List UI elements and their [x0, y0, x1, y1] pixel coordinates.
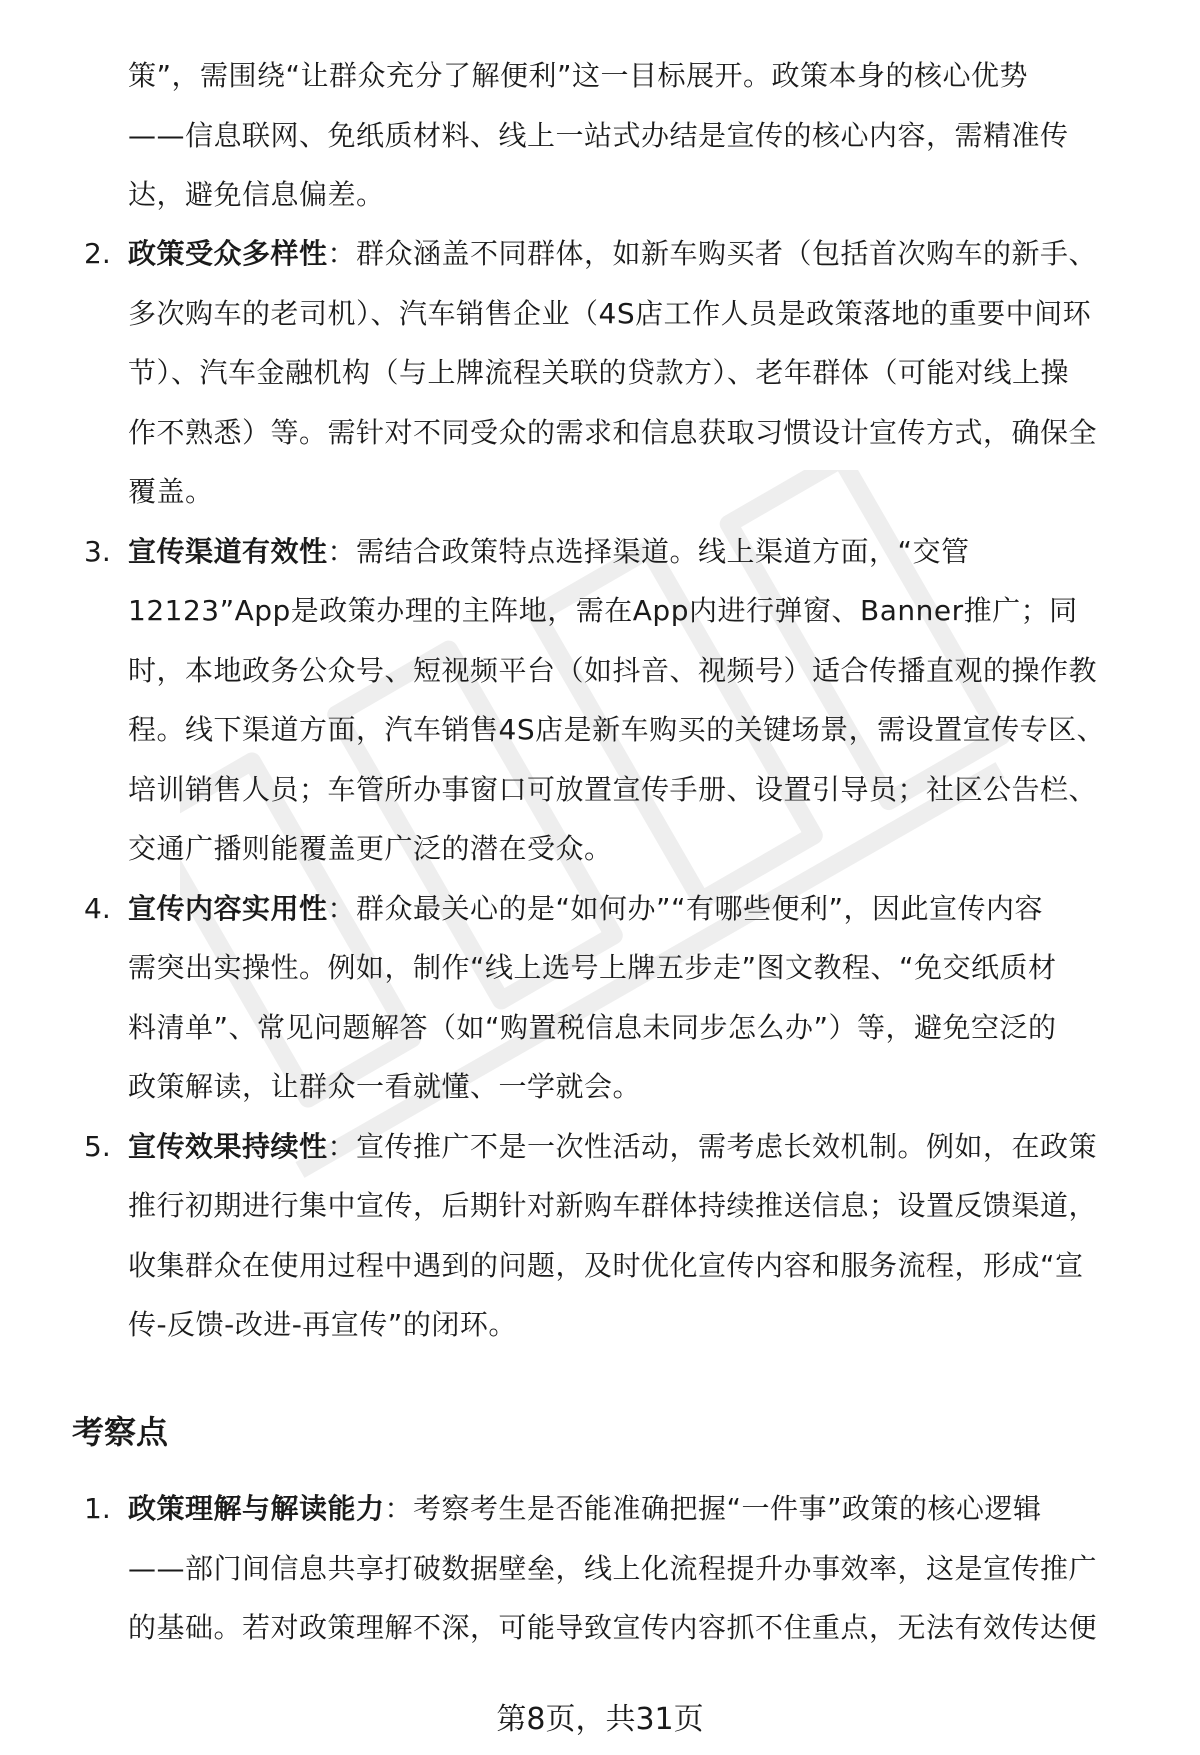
list-item-number: 1.	[84, 1492, 111, 1525]
list-item-title: 宣传内容实用性	[128, 891, 328, 925]
list-item-number: 2.	[84, 237, 111, 270]
list-item-line: 12123”App是政策办理的主阵地，需在App内进行弹窗、Banner推广；同	[128, 594, 1078, 627]
list-item-line: 节）、汽车金融机构（与上牌流程关联的贷款方）、老年群体（可能对线上操	[128, 356, 1070, 389]
intro-line: ——信息联网、免纸质材料、线上一站式办结是宣传的核心内容，需精准传	[128, 118, 1069, 152]
intro-line: 达，避免信息偏差。	[128, 178, 385, 211]
list-item-line: 政策理解与解读能力：考察考生是否能准确把握“一件事”政策的核心逻辑	[128, 1492, 1042, 1525]
list-item-line: 培训销售人员；车管所办事窗口可放置宣传手册、设置引导员；社区公告栏、	[128, 772, 1098, 806]
intro-line: 策”，需围绕“让群众充分了解便利”这一目标展开。政策本身的核心优势	[128, 59, 1029, 92]
list-item-line: ——部门间信息共享打破数据壁垒，线上化流程提升办事效率，这是宣传推广	[128, 1551, 1098, 1585]
list-item-number: 5.	[84, 1129, 111, 1163]
section-heading: 考察点	[72, 1413, 169, 1451]
page-footer: 第8页，共31页	[496, 1702, 704, 1737]
list-item-line: 政策解读，让群众一看就懂、一学就会。	[128, 1070, 642, 1103]
list-item-line: 覆盖。	[128, 475, 214, 508]
list-item-line: 宣传效果持续性：宣传推广不是一次性活动，需考虑长效机制。例如，在政策	[128, 1129, 1098, 1163]
list-item-line: 收集群众在使用过程中遇到的问题，及时优化宣传内容和服务流程，形成“宣	[128, 1248, 1084, 1282]
list-item-title: 宣传渠道有效性	[128, 534, 328, 568]
list-item-title: 宣传效果持续性	[128, 1129, 328, 1163]
list-item-line: 程。线下渠道方面，汽车销售4S店是新车购买的关键场景，需设置宣传专区、	[128, 713, 1106, 746]
list-item-line: 传-反馈-改进-再宣传”的闭环。	[128, 1308, 517, 1341]
list-item-line: 作不熟悉）等。需针对不同受众的需求和信息获取习惯设计宣传方式，确保全	[128, 415, 1098, 449]
list-item-line: 宣传内容实用性：群众最关心的是“如何办”“有哪些便利”，因此宣传内容	[128, 891, 1044, 925]
list-item-title: 政策受众多样性	[128, 237, 328, 270]
list-item-number: 3.	[84, 534, 111, 568]
list-item-line: 多次购车的老司机）、汽车销售企业（4S店工作人员是政策落地的重要中间环	[128, 296, 1092, 330]
list-item-line: 政策受众多样性：群众涵盖不同群体，如新车购买者（包括首次购车的新手、	[128, 237, 1098, 270]
list-item-line: 宣传渠道有效性：需结合政策特点选择渠道。线上渠道方面，“交管	[128, 534, 970, 568]
list-item-line: 推行初期进行集中宣传，后期针对新购车群体持续推送信息；设置反馈渠道，	[128, 1189, 1098, 1222]
list-item-number: 4.	[84, 891, 111, 925]
list-item-line: 需突出实操性。例如，制作“线上选号上牌五步走”图文教程、“免交纸质材	[128, 951, 1057, 984]
list-item-title: 政策理解与解读能力	[128, 1492, 385, 1525]
list-item-line: 交通广播则能覆盖更广泛的潜在受众。	[128, 832, 613, 865]
list-item-line: 时，本地政务公众号、短视频平台（如抖音、视频号）适合传播直观的操作教	[128, 653, 1098, 687]
list-item-line: 料清单”、常见问题解答（如“购置税信息未同步怎么办”）等，避免空泛的	[128, 1010, 1057, 1044]
list-item-line: 的基础。若对政策理解不深，可能导致宣传内容抓不住重点，无法有效传达便	[128, 1611, 1098, 1644]
